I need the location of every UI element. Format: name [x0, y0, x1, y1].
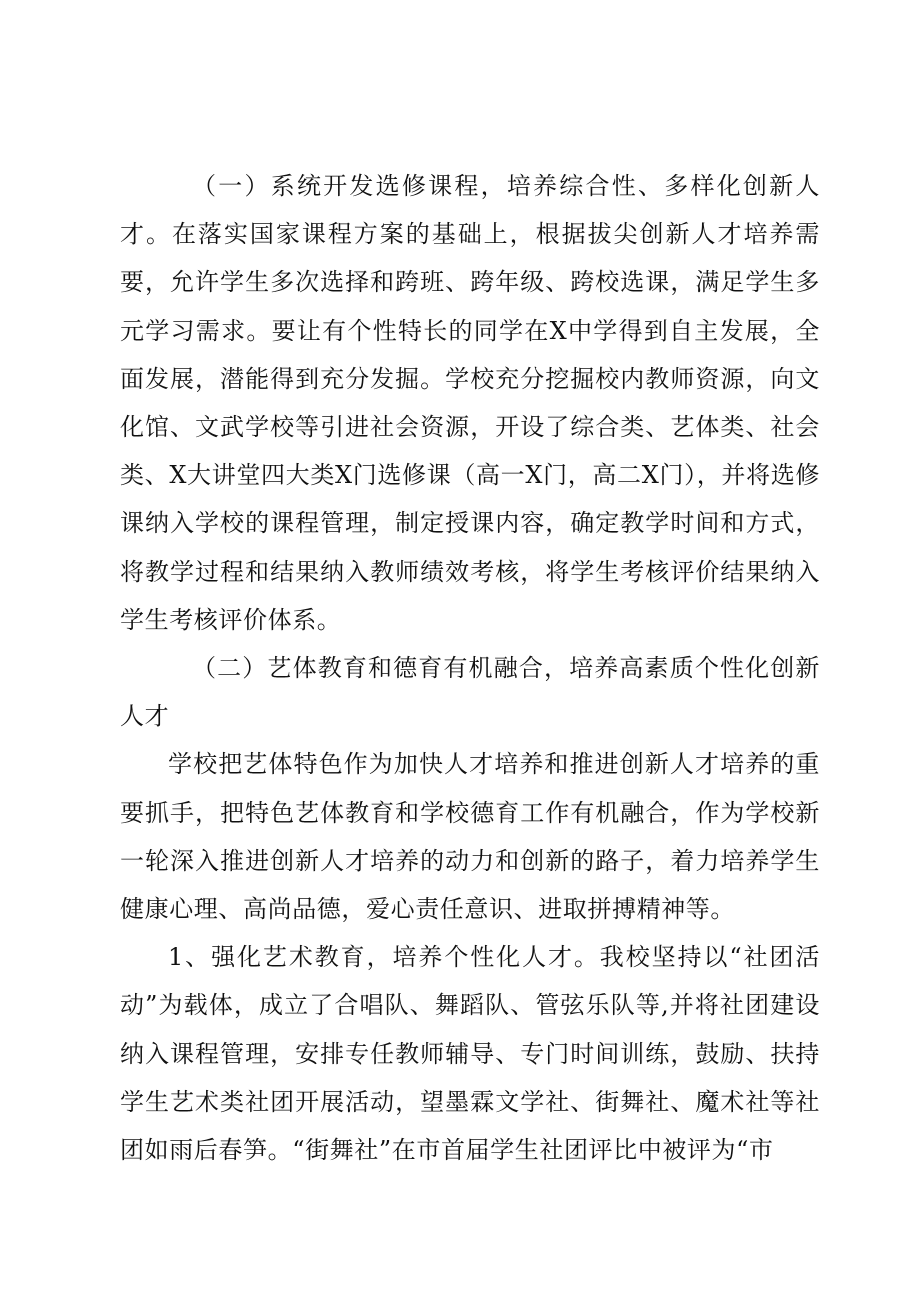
paragraph-elective-courses: （一）系统开发选修课程，培养综合性、多样化创新人才。在落实国家课程方案的基础上，根据拔尖创新人才培养需要，允许学生多次选择和跨班、跨年级、跨校选课，满足学生多元学习需求。要让有个性特长的同学在X中学得到自主发展，全面发展，潜能得到充分发掘。学校充分挖掘校内教师资源，向文化馆、文武学校等引进社会资源，开设了综合类、艺体类、社会类、X大讲堂四大类X门选修课（高一X门，高二X门），并将选修课纳入学校的课程管理，制定授课内容，确定教学时间和方式，将教学过程和结果纳入教师绩效考核，将学生考核评价结果纳入学生考核评价体系。 [120, 172, 820, 634]
document-body [120, 162, 820, 1174]
paragraph-art-education: 1、强化艺术教育，培养个性化人才。我校坚持以“社团活动”为载体，成立了合唱队、舞蹈队、管弦乐队等,并将社团建设纳入课程管理，安排专任教师辅导、专门时间训练，鼓励、扶持学生艺术类社团开展活动，望墨霖文学社、街舞社、魔术社等社团如雨后春笋。“街舞社”在市首届学生社团评比中被评为“市 [120, 943, 820, 1165]
paragraph-heading-arts-moral: （二）艺体教育和德育有机融合，培养高素质个性化创新人才 [120, 654, 820, 731]
paragraph-arts-feature: 学校把艺体特色作为加快人才培养和推进创新人才培养的重要抓手，把特色艺体教育和学校德育工作有机融合，作为学校新一轮深入推进创新人才培养的动力和创新的路子，着力培养学生健康心理、高尚品德，爱心责任意识、进取拼搏精神等。 [120, 750, 820, 924]
